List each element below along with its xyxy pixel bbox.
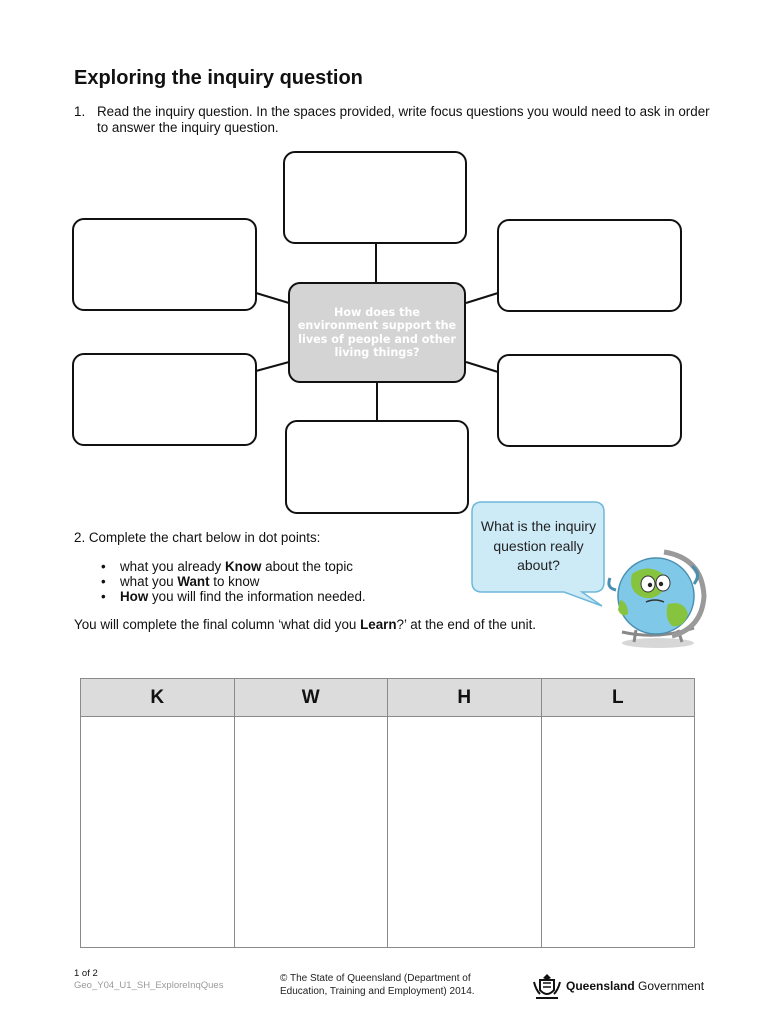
file-name: Geo_Y04_U1_SH_ExploreInqQues — [74, 980, 224, 991]
globe-mascot-icon — [602, 544, 708, 650]
list-item: • what you Want to know — [101, 574, 260, 589]
inquiry-question-text: How does the environment support the lives of people and other living things? — [297, 305, 457, 359]
kwhl-chart — [80, 678, 695, 948]
footer-left — [74, 968, 223, 992]
speech-bubble-text: What is the inquiry question really about? — [480, 518, 597, 573]
inquiry-question-box — [288, 282, 466, 383]
kwh-bullet-list — [101, 559, 366, 604]
kwhl-header-w: W — [234, 679, 388, 717]
queensland-government-logo — [532, 972, 704, 1000]
list-item: • How you will find the information needed. — [101, 589, 366, 604]
question-1-text: Read the inquiry question. In the spaces provided, write focus questions you would need to ask in order to answer the inquiry question. — [97, 104, 710, 135]
question-1 — [74, 104, 714, 136]
page-number: 1 of 2 — [74, 968, 98, 979]
connector-top-left — [256, 293, 289, 303]
connector-bottom-left — [256, 362, 289, 371]
kwhl-header-k: K — [81, 679, 235, 717]
table-row — [81, 717, 695, 948]
kwhl-header-h: H — [388, 679, 542, 717]
focus-question-box-top[interactable] — [283, 151, 467, 244]
focus-question-box-bottom-right[interactable] — [497, 354, 682, 447]
final-column-note: You will complete the final column ‘what did you Learn?’ at the end of the unit. — [74, 617, 537, 632]
copyright-notice: © The State of Queensland (Department of Education, Training and Employment) 2014. — [280, 973, 475, 997]
connector-bottom-right — [466, 362, 498, 372]
question-2-intro: 2. Complete the chart below in dot points: — [74, 530, 321, 545]
connector-top-right — [466, 293, 498, 303]
page-title: Exploring the inquiry question — [74, 67, 363, 89]
focus-question-box-top-right[interactable] — [497, 219, 682, 312]
focus-question-box-bottom-left[interactable] — [72, 353, 257, 446]
kwhl-cell-h[interactable] — [388, 717, 542, 948]
kwhl-cell-l[interactable] — [541, 717, 695, 948]
question-1-number: 1. — [74, 104, 86, 119]
list-item: • what you already Know about the topic — [101, 559, 353, 574]
focus-question-box-bottom[interactable] — [285, 420, 469, 514]
kwhl-cell-w[interactable] — [234, 717, 388, 948]
queensland-crest-icon — [532, 972, 562, 1000]
focus-question-box-top-left[interactable] — [72, 218, 257, 311]
kwhl-cell-k[interactable] — [81, 717, 235, 948]
queensland-government-text: Queensland Government — [566, 979, 705, 993]
kwhl-header-l: L — [541, 679, 695, 717]
